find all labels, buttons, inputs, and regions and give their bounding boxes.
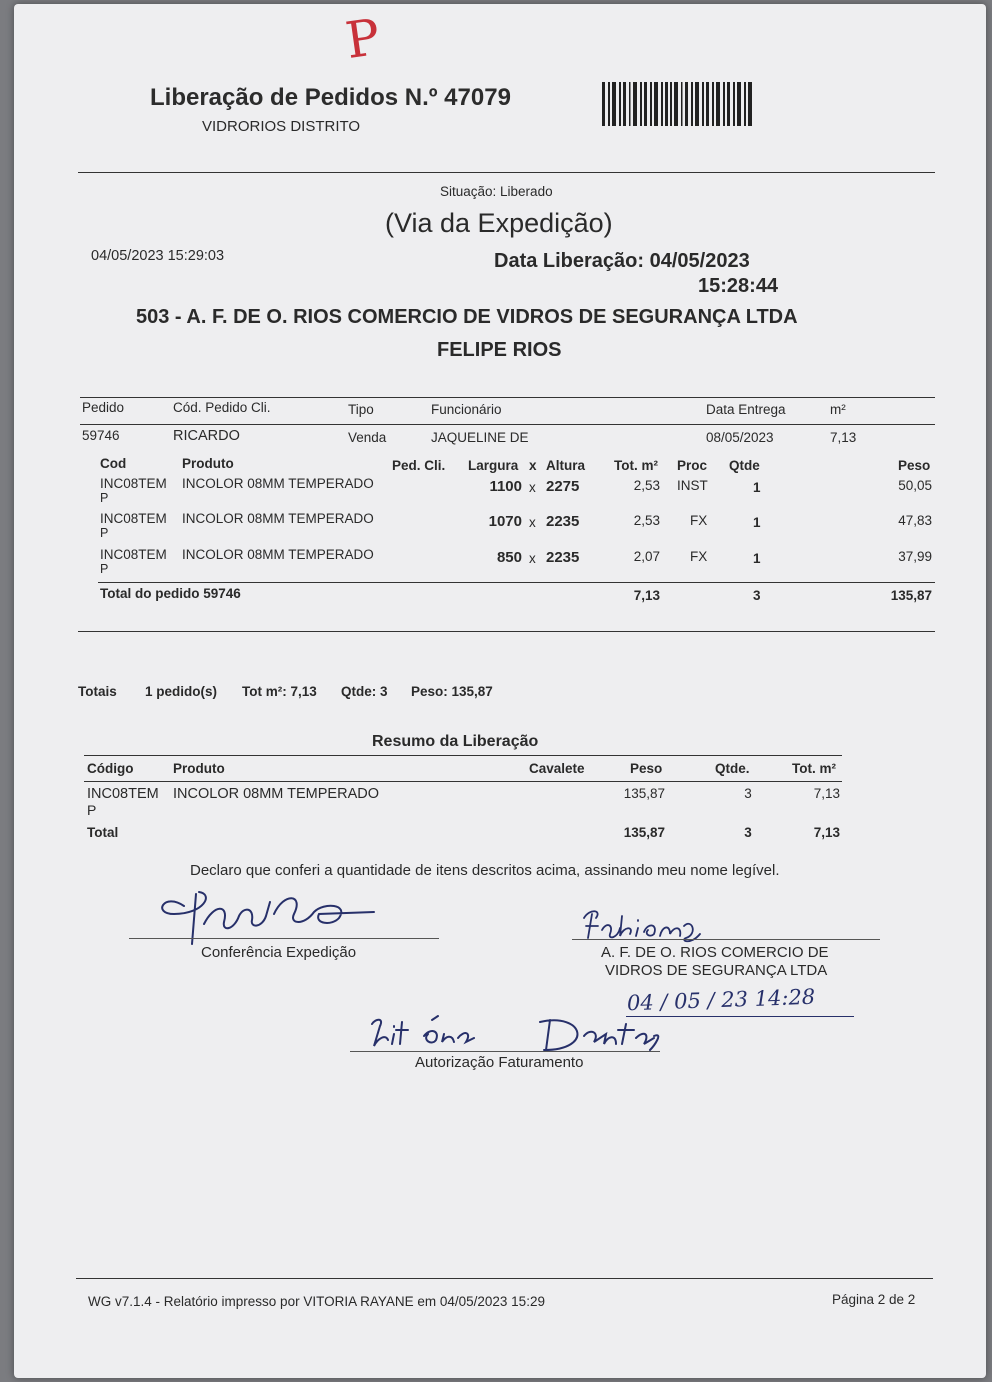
document-title: Liberação de Pedidos N.º 47079 [150,84,511,111]
item-altura: 2235 [546,513,580,530]
item-altura: 2275 [546,478,580,495]
summary-col-produto: Produto [173,761,225,776]
items-col-produto: Produto [182,456,234,471]
items-col-largura: Largura [468,458,519,473]
status-text: Situação: Liberado [440,184,553,199]
item-tot-m2: 2,53 [633,478,660,493]
item-cod-suffix: P [100,562,109,576]
summary-qtde: 3 [744,786,752,801]
items-col-proc: Proc [677,458,708,473]
summary-title: Resumo da Liberação [372,733,539,750]
items-col-ped-cli: Ped. Cli. [392,458,446,473]
order-cod-pedido: RICARDO [173,428,240,444]
item-altura: 2235 [546,549,580,566]
company-name: VIDRORIOS DISTRITO [202,118,361,135]
signature-label-company-2: VIDROS DE SEGURANÇA LTDA [605,962,828,979]
col-tipo: Tipo [348,402,374,417]
release-date: Data Liberação: 04/05/2023 [494,250,750,272]
summary-header-divider [84,781,842,782]
summary-col-tot-m2: Tot. m² [792,761,836,776]
totals-pedidos: 1 pedido(s) [145,684,218,699]
item-qtde: 1 [753,515,761,530]
summary-col-qtde: Qtde. [715,761,750,776]
col-m2: m² [830,402,846,417]
item-produto: INCOLOR 08MM TEMPERADO [182,476,374,491]
footer-divider [76,1278,933,1279]
items-col-cod: Cod [100,456,127,471]
item-proc: FX [690,513,708,528]
signature-label-conferencia: Conferência Expedição [201,944,357,961]
via-title: (Via da Expedição) [385,208,613,238]
items-col-x: x [529,458,537,473]
item-qtde: 1 [753,551,761,566]
footer-page-number: Página 2 de 2 [832,1292,916,1307]
item-x: x [529,480,536,495]
order-funcionario: JAQUELINE DE [431,430,529,445]
item-peso: 47,83 [898,513,932,528]
totals-qtde: Qtde: 3 [341,684,388,699]
order-table-top [80,397,935,398]
order-total-divider [98,582,935,583]
summary-codigo-suffix: P [87,802,97,818]
summary-col-peso: Peso [630,761,663,776]
summary-total-peso: 135,87 [623,825,665,840]
item-proc: FX [690,549,708,564]
summary-col-cavalete: Cavalete [529,761,585,776]
order-m2: 7,13 [830,430,857,445]
signature-line-client [572,939,880,940]
items-col-tot-m2: Tot. m² [614,458,658,473]
document-page [14,4,986,1378]
summary-tot-m2: 7,13 [813,786,840,801]
totals-m2: Tot m²: 7,13 [242,684,317,699]
order-tipo: Venda [348,430,387,445]
signature-line-autorizacao [350,1051,660,1052]
declaration-text: Declaro que conferi a quantidade de itens descritos acima, assinando meu nome legível. [190,862,780,879]
signature-label-company-1: A. F. DE O. RIOS COMERCIO DE [601,944,829,961]
items-col-qtde: Qtde [729,458,760,473]
order-pedido: 59746 [82,428,120,443]
col-pedido: Pedido [82,400,125,415]
item-cod-suffix: P [100,526,109,540]
order-total-label: Total do pedido 59746 [100,586,241,601]
item-cod: INC08TEM [100,511,167,526]
client-name: 503 - A. F. DE O. RIOS COMERCIO DE VIDROS DE SEGURANÇA LTDA [136,306,798,328]
item-cod: INC08TEM [100,476,167,491]
signature-client [572,904,732,948]
item-cod-suffix: P [100,491,109,505]
signature-line-conferencia [129,938,439,939]
item-peso: 50,05 [898,478,932,493]
item-largura: 850 [496,549,522,566]
totals-peso: Peso: 135,87 [411,684,493,699]
item-x: x [529,515,536,530]
client-contact: FELIPE RIOS [437,339,562,361]
item-produto: INCOLOR 08MM TEMPERADO [182,511,374,526]
print-datetime: 04/05/2023 15:29:03 [91,248,225,264]
item-tot-m2: 2,07 [633,549,660,564]
items-col-altura: Altura [546,458,586,473]
footer-report-info: WG v7.1.4 - Relatório impresso por VITORIA RAYANE em 04/05/2023 15:29 [88,1294,545,1309]
summary-top [84,755,842,756]
handwritten-date: 04 / 05 / 23 14:28 [626,984,816,1016]
item-tot-m2: 2,53 [633,513,660,528]
signature-label-autorizacao: Autorização Faturamento [415,1054,584,1071]
order-table-bottom [78,631,935,632]
summary-col-codigo: Código [87,761,134,776]
item-x: x [529,551,536,566]
summary-produto: INCOLOR 08MM TEMPERADO [173,786,379,802]
order-total-peso: 135,87 [890,588,932,603]
order-total-qtde: 3 [753,588,761,603]
item-produto: INCOLOR 08MM TEMPERADO [182,547,374,562]
release-time: 15:28:44 [698,275,779,297]
summary-total-tot-m2: 7,13 [813,825,840,840]
item-largura: 1070 [488,513,522,530]
item-qtde: 1 [753,480,761,495]
totals-label: Totais [78,684,117,699]
summary-codigo: INC08TEM [87,786,159,802]
order-data-entrega: 08/05/2023 [706,430,774,445]
annotation-mark: P [342,7,384,71]
item-peso: 37,99 [898,549,932,564]
col-cod-pedido: Cód. Pedido Cli. [173,400,271,415]
item-cod: INC08TEM [100,547,167,562]
item-largura: 1100 [489,478,522,495]
summary-total-qtde: 3 [744,825,752,840]
summary-total-label: Total [87,825,119,840]
barcode [602,82,754,126]
items-col-peso: Peso [898,458,931,473]
header-divider [78,172,935,173]
item-proc: INST [677,478,708,493]
col-funcionario: Funcionário [431,402,502,417]
col-data-entrega: Data Entrega [706,402,786,417]
order-header-divider [80,424,935,425]
order-total-m2: 7,13 [633,588,660,603]
summary-peso: 135,87 [623,786,665,801]
